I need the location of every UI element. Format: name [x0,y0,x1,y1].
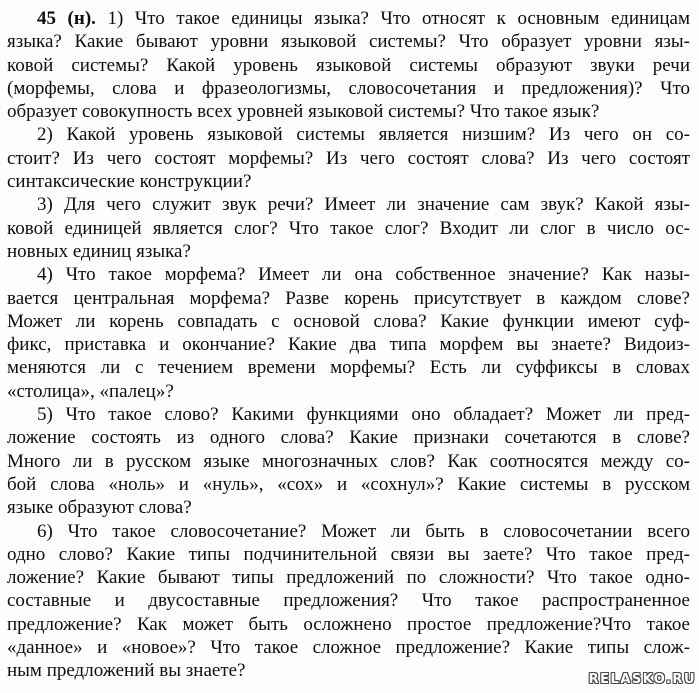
text-line: ложение состоять из одного слова? Какие признаки сочетаются в слове? [7,427,690,449]
text-line: 5) Что такое слово? Какими функциями оно обладает? Может ли пред- [37,404,690,426]
text-line: 4) Что такое морфема? Имеет ли она собственное значение? Как назы- [37,264,690,286]
text-line: фикс, приставка и окончание? Какие два типа морфем вы знаете? Видоиз- [7,334,690,356]
text-line: синтаксические конструкции? [7,171,252,193]
text-line: ным предложений вы знаете? [7,660,246,682]
text-line: предложение? Как может быть осложнено простое предложение?Что такое [7,613,690,635]
paragraph [7,7,690,123]
text-line: образует совокупность всех уровней языковой системы? Что такое язык? [7,101,600,123]
text-line: Много ли в русском языке многозначных слов? Как соотносятся между со- [7,450,690,472]
watermark-relasko: RELASKO.RU [588,672,696,687]
text-line: 45 (н). 1) Что такое единицы языка? Что относят к основным единицам [37,8,690,29]
text-line: составные и двусоставные предложения? Что такое распространенное [7,590,690,612]
paragraph [7,123,690,193]
text-line: Может ли корень совпадать с основой слова? Какие функции имеют суф- [7,310,690,332]
text-line: 6) Что такое словосочетание? Может ли быть в словосочетании всего [37,520,690,542]
text-line: «данное» и «новое»? Что такое сложное предложение? Какие типы слож- [7,637,690,659]
text-line: «столица», «палец»? [7,380,174,402]
exercise-number: 45 (н). [37,8,96,29]
paragraph [7,520,690,683]
text-line: стоит? Из чего состоят морфемы? Из чего состоят слова? Из чего состоят [7,147,690,169]
text-line: вается центральная морфема? Разве корень присутствует в каждом слове? [7,287,690,309]
text-line: ковой единицей является слог? Что такое слог? Входит ли слог в число ос- [7,217,690,239]
text-line: ковой системы? Какой уровень языковой системы образуют звуки речи [7,54,690,76]
text-line: ложение? Какие бывают типы предложений по сложности? Что такое одно- [7,567,690,589]
text-line: бой слова «ноль» и «нуль», «сох» и «сохнул»? Какие системы в русском [7,473,690,495]
document-text [7,7,690,683]
paragraph [7,263,690,403]
text-line: 2) Какой уровень языковой системы является низшим? Из чего он со- [37,124,690,146]
text-line: меняются ли с течением времени морфемы? Есть ли суффиксы в словах [7,357,690,379]
text-line: 3) Для чего служит звук речи? Имеет ли значение сам звук? Какой язы- [37,194,690,216]
paragraph [7,193,690,263]
paragraph [7,403,690,519]
text-line: новных единиц языка? [7,240,191,262]
text-line: (морфемы, слова и фразеологизмы, словосочетания и предложения)? Что [7,77,690,99]
text-line: языка? Какие бывают уровни языковой системы? Что образует уровни язы- [7,31,690,53]
text-line: языке образуют слова? [7,497,192,519]
text-line: одно слово? Какие типы подчинительной связи вы заете? Что такое пред- [7,543,690,565]
